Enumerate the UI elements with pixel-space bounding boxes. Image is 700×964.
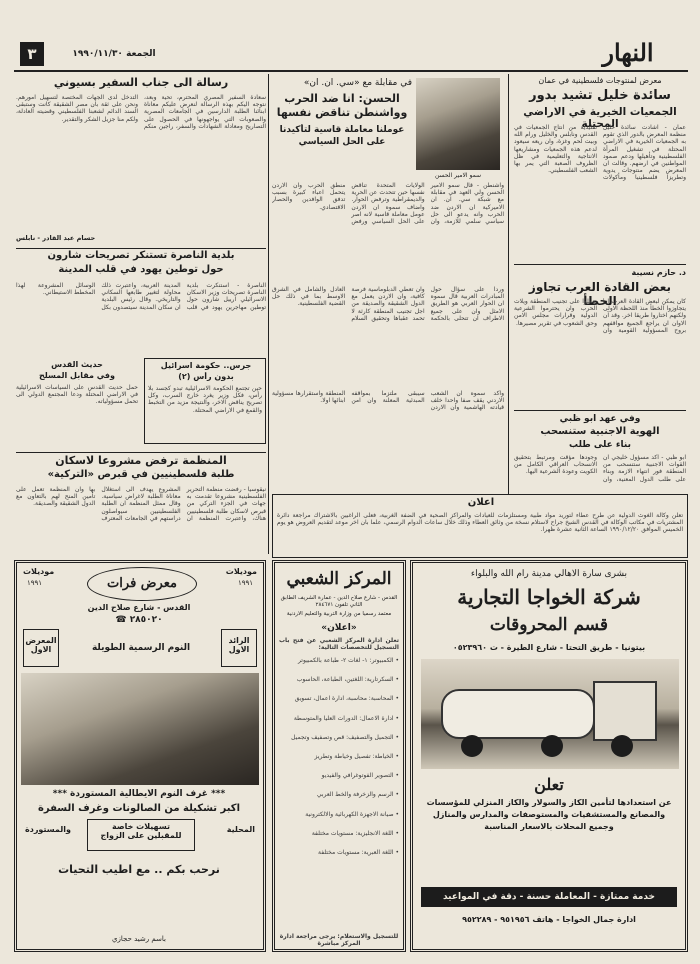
course-item: • التصوير الفوتوغرافي والفيديو <box>321 772 399 780</box>
ad-special <box>87 819 195 851</box>
article-nazareth <box>16 250 266 450</box>
course-item: • الخياطة: تفصيل وخياطة وتطريز <box>314 753 399 761</box>
notice-title: تعلن <box>534 775 564 794</box>
photo-caption: سمو الامير الحسن <box>434 172 482 179</box>
ad-logo: معرض فرات <box>87 567 197 601</box>
headline: بلدية الناصرة تستنكر تصريحات شارون <box>47 250 235 261</box>
center-ad <box>272 560 406 952</box>
ad-col: المحلية <box>226 825 255 834</box>
headline: بناء على طلب <box>569 440 631 450</box>
truck-cab <box>593 681 657 741</box>
article-cyprus <box>16 454 266 554</box>
truck-photo <box>421 659 679 769</box>
ad-tag: موديلات <box>23 567 55 576</box>
headline: وفي عهد ابو ظبي <box>559 414 641 424</box>
ad-subtitle: معتمد رسميا من وزارة التربية والتعليم الاردنية <box>286 611 392 617</box>
notice-ad <box>272 494 688 558</box>
ad-col: والمستوردة <box>25 825 71 834</box>
course-item: • التجميل والتصفيف: قص وتصفيف وتجميل <box>291 733 399 741</box>
course-item: • اللغة الانجليزية: مستويات مختلفة <box>311 829 399 837</box>
truck-wheel <box>611 735 633 757</box>
article-body: كان يمكن لبعض القادة العرب ان يتجاوزوا الخطأ منذ اللحظة الاولى ولكنهم اختاروا طريقا اخر. وقد آن الاوان ان يراجع الجميع مواقفهم بروح المسؤولية القومية وان يعملوا على تجنيب المنطقة ويلات الحرب وان يحترموا الشرعية الدولية وقرارات مجلس الامن وحق الشعوب في تقرير مصيرها. <box>514 298 686 334</box>
ad-signature: باسم رشيد حجازي <box>112 935 166 943</box>
ad-badge: الرائد الاول <box>221 629 257 667</box>
headline: رسالة الى جناب السفير بسيوني <box>53 76 229 89</box>
column-divider <box>508 74 509 494</box>
headline: وفي مقابل المسلح <box>38 371 115 380</box>
ad-year: ١٩٩١ <box>237 579 253 587</box>
portrait-photo <box>416 78 500 170</box>
headline: جرس.. حكومة اسرائيل <box>160 361 252 370</box>
truck-tank <box>441 689 595 739</box>
kicker: معرض لمنتوجات فلسطينية في عمان <box>538 76 662 85</box>
course-item: • اللغة العبرية: مستويات مختلفة <box>318 849 399 857</box>
kicker: في مقابلة مع «سي. ان. ان» <box>303 78 412 88</box>
ad-year: ١٩٩١ <box>27 579 43 587</box>
course-item: • المحاسبة: محاسبة، ادارة اعمال، تسويق <box>294 695 399 703</box>
headline: المنظمة ترفض مشروعا لاسكان <box>55 454 227 467</box>
headline: الجمعيات الخيرية في الاراضي المحتلة <box>523 106 677 130</box>
course-item: • الكمبيوتر: ١- لغات ٢- طباعة بالكمبيوتر <box>297 657 399 664</box>
brief-2 <box>16 358 138 444</box>
khawaja-ad <box>410 560 688 952</box>
ad-badge: المعرض الاول <box>23 629 59 667</box>
article-body: حمل حديث القدس على السياسات الاسرائيلية في الاراضي المحتلة ودعا المجتمع الدولي الى تحمل مسؤولياته. <box>16 384 138 406</box>
headline: سائدة خليل تشيد بدور <box>529 88 671 103</box>
ad-title: المركز الشعبي <box>286 569 392 589</box>
ad-address: القدس - شارع صلاح الدين <box>87 603 191 612</box>
ad-tag: النوم الرسمية الطويلة <box>91 643 191 653</box>
headline: حول توطين يهود في قلب المدينة <box>58 264 224 275</box>
headline: الهوية الاجنبية ستنسحب <box>540 426 660 437</box>
ad-top: بشرى سارة الاهالي مدينة رام الله والبلواء <box>470 569 628 579</box>
divider <box>514 264 686 265</box>
article-body: نيقوسيا - رفضت منظمة التحرير الفلسطينية مشروعا تقدمت به جهات في الجزء التركي من قبرص لاسكان طلبة فلسطينيين هناك، واعتبرت المنظمة ان المشروع يهدف الى استغلال معاناة الطلبة لاغراض سياسية. وقال ممثل المنظمة ان الطلبة الفلسطينيين سيواصلون دراستهم في الجامعات المعترف بها وان المنظمة تعمل على تأمين المنح لهم بالتعاون مع الدول الشقيقة والصديقة. <box>16 486 266 522</box>
article-exhibition <box>514 76 686 262</box>
headline: بعض القادة العرب تجاوز الخطأ <box>528 280 672 308</box>
headline: حديث القدس <box>51 360 103 369</box>
ad-subtitle: القدس - شارع صلاح الدين - عمارة الشريف الطابق الثاني تلفون ٢٨٤٦٧١ <box>280 595 398 608</box>
notice-body: تعلن وكالة الغوث الدولية عن طرح عطاء لتوريد مواد طبية ومستلزمات للعيادات والمراكز الصحية في الضفة الغربية، فعلى الراغبين بالاشتراك مراجعة دائرة المشتريات في مكاتب الوكالة في القدس الشيخ جراح لاستلام نسخة من وثائق العطاء وذلك خلال ساعات الدوام الرسمي، علما بان اخر موعد لتقديم العروض هو يوم الخميس الموافق ١٩٩٠/١٢/٢٠ الساعة الثانية عشرة ظهرا. <box>277 512 683 534</box>
article-body: واشنطن - قال سمو الامير الحسن ولي العهد في مقابلة مع شبكة سي. ان. ان الاميركية ان الاردن ضد الحرب وانه يدعو الى حل سياسي سلمي للازمة، وان الولايات المتحدة تناقض نفسها حين تتحدث عن الحرية والديمقراطية وترفض الحوار. واضاف سموه ان الاردن عومل معاملة قاسية لانه اصر على الحل السياسي ورفض منطق الحرب وان الاردن يتحمل اعباء كبيرة بسبب تدفق الوافدين والحصار الاقتصادي. <box>272 182 504 226</box>
masthead-rule <box>14 70 688 72</box>
masthead-date: الجمعة ١٩٩٠/١١/٣٠ <box>72 49 156 59</box>
ad-announcement: «اعلان» <box>321 623 357 633</box>
ad-line: *** غرف النوم الايطالية المستوردة *** <box>52 789 226 799</box>
ad-address: بيتونيا - طريق التحتا - شارع الطيرة - ت ٠٥٢٣٩٦٠ <box>452 643 646 652</box>
course-item: • ادارة الاعمال: الدورات العليا والمتوسطة <box>293 714 399 722</box>
article-body: واكد سموه ان الشعب الاردني يقف صفا واحدا خلف قيادته الهاشمية وان الاردن سيبقى ملتزما بمواقفه المبدئية المعلنة وان امن المنطقة واستقرارها مسؤولية ابنائها اولا. <box>272 390 504 412</box>
headline: طلبة فلسطينيين في قبرص «التركية» <box>47 469 235 480</box>
headline: بدون رأس (٢) <box>178 372 234 381</box>
article-body: عمان - اشادت سائدة خليل منظمة المعرض بالدور الذي تقوم به الجمعيات الخيرية في الاراضي المحتلة في تشغيل المرأة الفلسطينية وتأهيلها ودعم صمود المواطنين في ارضهم. وقالت ان المعرض يضم منتوجات يدوية وتطريزا فلسطينيا ومأكولات تقليدية من انتاج الجمعيات في القدس ونابلس والخليل ورام الله وبيت لحم وغزة، وان ريعه سيعود لدعم هذه الجمعيات ومشاريعها الانتاجية والتعليمية في ظل الظروف الصعبة التي يمر بها الشعب الفلسطيني. <box>514 124 686 182</box>
column-divider <box>268 74 269 554</box>
ad-footer: للتسجيل والاستعلام: يرجى مراجعة ادارة المركز مباشرة <box>279 933 399 948</box>
letter-article <box>16 74 266 246</box>
masthead-logo: النهار <box>602 38 654 67</box>
article-body: سعادة السفير المصري المحترم، تحية وبعد، نتوجه اليكم بهذه الرسالة لنعرض عليكم معاناة ابنائنا الطلبة الدارسين في الجامعات المصرية والصعوبات التي يواجهونها في الحصول على التصاريح ومعادلة الشهادات والسفر، راجين منكم التدخل لدى الجهات المختصة لتسهيل امورهم. ونحن على ثقة بان مصر الشقيقة كانت وستبقى السند الدائم لشعبنا الفلسطيني وقضيته العادلة، ولكم منا جزيل الشكر والتقدير. <box>16 94 266 130</box>
ad-company: شركة الخواجا التجارية <box>457 585 641 609</box>
course-item: • السكرتارية: اللغتين، الطباعة، الحاسوب <box>296 676 399 684</box>
masthead <box>14 38 688 68</box>
article-body: حين تجتمع الحكومة الاسرائيلية تبدو كجسد بلا رأس، فكل وزير يغرد خارج السرب، وكل تصريح يناقض الاخر، والنتيجة مزيد من التخبط والقمع في الاراضي المحتلة. <box>148 385 262 414</box>
ad-contact: ادارة جمال الخواجا - هاتف ٩٥١٩٥٦ - ٩٥٢٢٨٩ <box>462 915 636 924</box>
opinion-column <box>514 268 686 408</box>
signature: حسام عبد القادر - نابلس <box>16 234 96 242</box>
ad-department: قسم المحروقات <box>489 615 609 635</box>
ad-intro: تعلن ادارة المركز الشعبي عن فتح باب التسجيل للتخصصات التالية: <box>279 637 399 652</box>
ad-slogan: خدمة ممتازة - المعاملة حسنة - دقة في المواعيد <box>421 887 677 907</box>
divider <box>16 248 266 249</box>
course-item: • صيانة الاجهزة الكهربائية والالكترونية <box>305 810 399 818</box>
headline: الحسن: انا ضد الحرب وواشنطن تناقض نفسها <box>276 92 408 119</box>
furniture-ad <box>14 560 266 952</box>
brief-box <box>144 358 266 444</box>
ad-slogan: نرحب بكم .. مع اطيب التحيات <box>58 863 220 876</box>
article-body: ابو ظبي - اكد مسؤول خليجي ان القوات الاجنبية ستنسحب من المنطقة فور انتهاء الازمة وبناء على طلب الدول المعنية، وان وجودها مؤقت ومرتبط بتحقيق الانسحاب العراقي الكامل من الكويت وعودة الشرعية اليها. <box>514 454 686 483</box>
notice-title: اعلان <box>467 497 495 508</box>
ad-special-line: تسهيلات خاصة <box>112 822 170 831</box>
headline: عوملنا معاملة قاسية لتأكيدنا على الحل السياسي <box>279 125 405 147</box>
article-body: وردا على سؤال حول المبادرات العربية قال سموه ان الحوار العربي هو الطريق الامثل وان على جميع الاطراف ان تتحلى بالحكمة وان تعطي الدبلوماسية فرصة كافية، وان الاردن يعمل مع الدول الشقيقة والصديقة من اجل تجنيب المنطقة كارثة لا تحمد عقباها وتحقيق السلام العادل والشامل في الشرق الاوسط بما في ذلك حل القضية الفلسطينية. <box>272 286 504 322</box>
ad-special-line: للمقبلين على الزواج <box>100 831 182 840</box>
page-number: ٣ <box>20 42 44 66</box>
furniture-photo <box>21 673 259 785</box>
article-body: الناصرة - استنكرت بلدية الناصرة تصريحات وزير الاسكان الاسرائيلي ارييل شارون حول توطين مهاجرين يهود في قلب المدينة العربية، واعتبرت ذلك محاولة لتغيير طابعها السكاني والتاريخي. وقال رئيس البلدية ان سكان المدينة سيتصدون بكل الوسائل المشروعة لهذا المخطط الاستيطاني. <box>16 282 266 311</box>
course-item: • الرسم والزخرفة والخط العربي <box>316 791 399 799</box>
truck-wheel <box>541 735 563 757</box>
byline: د. حازم نسيبة <box>631 268 686 277</box>
divider <box>16 452 266 453</box>
ad-tag: موديلات <box>225 567 257 576</box>
ad-line: اكبر تشكيلة من الصالونات وغرف السفرة <box>37 803 241 814</box>
truck-wheel <box>461 735 483 757</box>
notice-body: عن استعدادها لتأمين الكاز والسولار والكاز المنزلي للمؤسسات والمصانع والمستشفيات والمستوصفات والمدارس والمنازل وجميع المحلات بالاسعار المناسبة <box>426 798 672 831</box>
article-forces <box>514 414 686 494</box>
ad-phone: ٢٨٥٠٢٠ ☎ <box>115 615 163 625</box>
interview-article <box>272 74 504 494</box>
course-list <box>279 657 399 927</box>
divider <box>514 410 686 411</box>
